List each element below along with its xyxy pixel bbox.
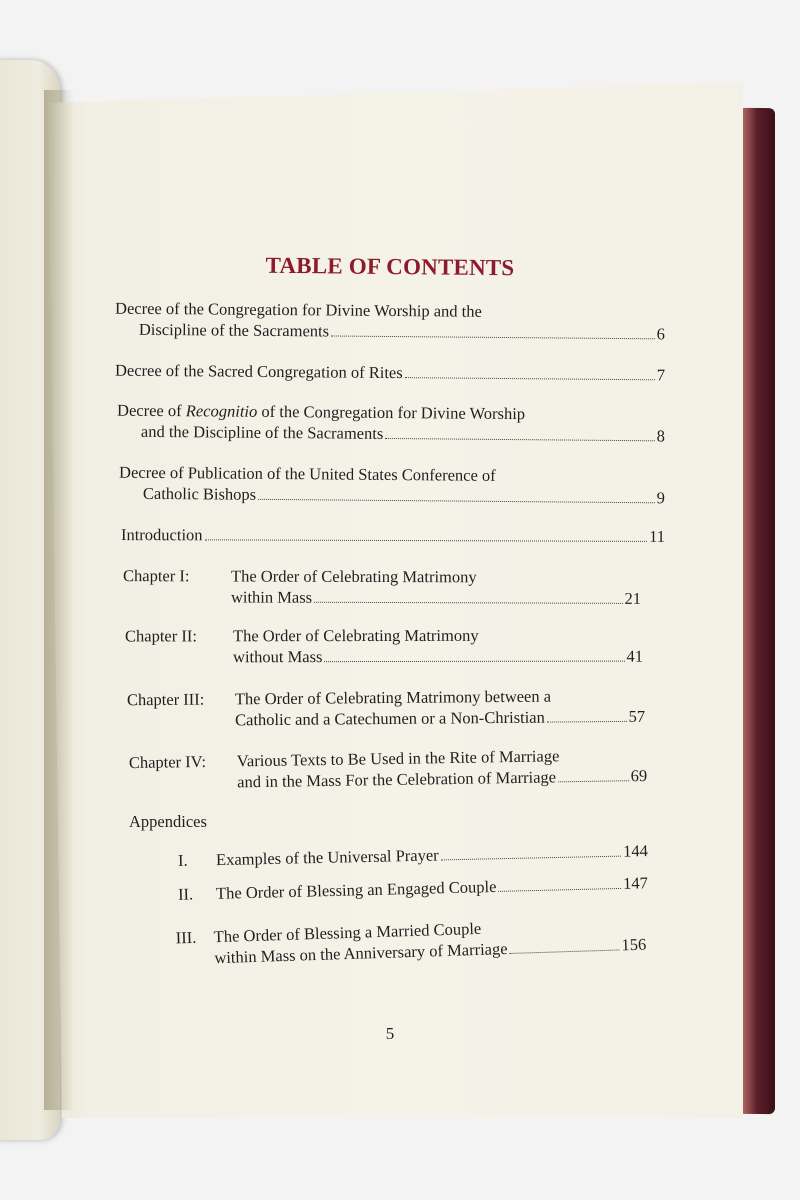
chapter-line2: Catholic and a Catechumen or a Non-Christian	[235, 707, 545, 730]
chapter-label: Chapter I:	[123, 566, 190, 586]
chapter-label: Chapter III:	[126, 689, 205, 710]
toc-page-number: 21	[624, 588, 641, 608]
appendix-number: I.	[177, 850, 188, 870]
appendix-entry	[178, 872, 648, 905]
toc-entry	[119, 462, 665, 509]
toc-entry-line1: Decree of the Sacred Congregation of Rites	[114, 360, 403, 383]
appendix-line1: The Order of Blessing a Married Couple	[213, 918, 482, 947]
dot-leader	[510, 949, 620, 953]
toc-page-number: 147	[622, 873, 649, 893]
dot-leader	[258, 499, 655, 503]
toc-page-number: 144	[622, 841, 649, 861]
toc-entry	[121, 524, 665, 547]
appendix-number: II.	[177, 884, 194, 904]
toc-page-number: 6	[656, 324, 665, 344]
dot-leader	[314, 602, 622, 604]
toc-chapter	[129, 744, 650, 796]
toc-page-number: 57	[628, 706, 646, 726]
chapter-line1: The Order of Celebrating Matrimony between a	[234, 686, 552, 709]
toc-page-number: 9	[656, 488, 665, 508]
toc-page-number: 41	[626, 646, 644, 666]
toc-page-number: 7	[656, 365, 666, 385]
toc-entry-line1: Introduction	[120, 525, 203, 545]
chapter-line1: Various Texts to Be Used in the Rite of Marriage	[236, 746, 560, 771]
chapter-line1: The Order of Celebrating Matrimony	[231, 566, 477, 587]
toc-entry-line1-italic: Recognitio	[185, 401, 258, 421]
toc-entry-line2: Catholic Bishops	[142, 483, 257, 504]
appendix-entry	[178, 840, 648, 872]
toc-chapter	[127, 685, 647, 734]
toc-entry-line1: Decree of Publication of the United States Conference of	[119, 462, 496, 485]
chapter-line1: The Order of Celebrating Matrimony	[232, 625, 479, 646]
toc-entry-line1-pre: Decree of	[117, 400, 186, 421]
appendix-number: III.	[175, 927, 197, 948]
dot-leader	[558, 780, 629, 782]
dot-leader	[385, 438, 654, 441]
toc-page-number: 156	[621, 934, 647, 955]
chapter-label: Chapter IV:	[128, 751, 207, 773]
toc-page-number: 11	[649, 526, 666, 546]
dot-leader	[441, 856, 622, 861]
chapter-line2: and in the Mass For the Celebration of Marriage	[237, 767, 557, 792]
chapter-line2: without Mass	[233, 647, 323, 667]
appendices-heading: Appendices	[129, 812, 207, 831]
appendix-line1: Examples of the Universal Prayer	[215, 845, 439, 870]
table-of-contents	[110, 0, 670, 1200]
chapter-label: Chapter II:	[124, 626, 197, 646]
dot-leader	[324, 661, 624, 663]
toc-entry-line2: and the Discipline of the Sacraments	[140, 421, 384, 443]
appendix-entry	[175, 913, 648, 972]
chapter-line2: within Mass	[230, 587, 313, 607]
appendix-line1: The Order of Blessing an Engaged Couple	[215, 876, 497, 903]
toc-chapter	[123, 565, 643, 611]
toc-entry-line2: Discipline of the Sacraments	[138, 319, 330, 341]
toc-page-number: 69	[630, 765, 648, 786]
page-number: 5	[385, 1024, 395, 1043]
dot-leader	[405, 377, 655, 380]
appendix-line2: within Mass on the Anniversary of Marriage	[214, 939, 508, 968]
toc-entry	[115, 360, 665, 386]
dot-leader	[205, 539, 648, 542]
toc-entry-line1-post: of the Congregation for Divine Worship	[257, 401, 526, 424]
dot-leader	[547, 721, 627, 723]
toc-chapter	[125, 625, 645, 670]
dot-leader	[331, 335, 655, 339]
toc-title: TABLE OF CONTENTS	[265, 252, 515, 281]
toc-entry	[117, 400, 665, 447]
dot-leader	[499, 888, 622, 892]
toc-page-number: 8	[656, 426, 665, 446]
toc-entry-line1: Decree of the Congregation for Divine Worship and the	[115, 298, 482, 321]
toc-entry	[115, 298, 665, 345]
gutter-shadow	[44, 90, 74, 1110]
